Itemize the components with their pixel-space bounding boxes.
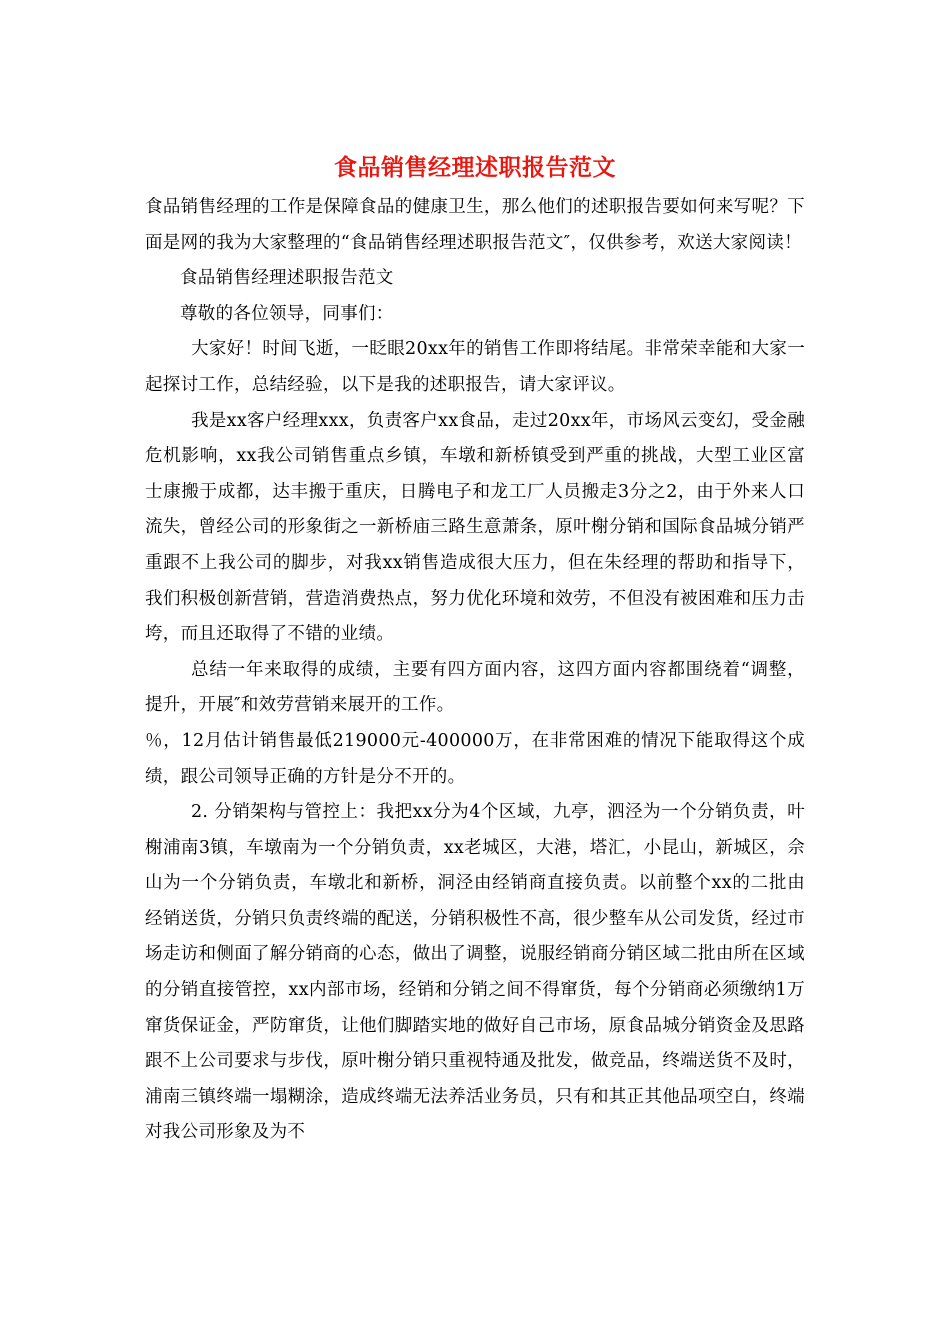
salutation: 尊敬的各位领导，同事们： [180,303,394,324]
summary-paragraph: 总结一年来取得的成绩，主要有四方面内容，这四方面内容都围绕着“调整，提升，开展″和效劳营销来展开的工作。 [145,659,805,716]
document-title: 食品销售经理述职报告范文 [334,154,616,181]
report-heading: 食品销售经理述职报告范文 [180,268,394,289]
opening-paragraph: 大家好！时间飞逝，一眨眼20xx年的销售工作即将结尾。非常荣幸能和大家一起探讨工作，总结经验，以下是我的述职报告，请大家评议。 [145,339,805,395]
sales-paragraph: ％，12月估计销售最低219000元-400000万，在非常困难的情况下能取得这个成绩，跟公司领导正确的方针是分不开的。 [145,730,805,787]
document-body [145,190,805,1151]
distribution-paragraph: 2. 分销架构与管控上：我把xx分为4个区域，九亭，泗泾为一个分销负责，叶榭浦南3镇，车墩南为一个分销负责，xx老城区，大港，塔汇，小昆山，新城区，佘山为一个分销负责，车墩北和新桥，洞泾由经销商直接负责。以前整个xx的二批由经销送货，分销只负责终端的配送，分销积极性不高，很少整车从公司发货，经过市场走访和侧面了解分销商的心态，做出了调整，说服经销商分销区域二批由所在区域的分销直接管控，xx内部市场，经销和分销之间不得窜货，每个分销商必须缴纳1万窜货保证金，严防窜货，让他们脚踏实地的做好自己市场，原食品城分销资金及思路跟不上公司要求与步伐，原叶榭分销只重视特通及批发，做竞品，终端送货不及时，浦南三镇终端一塌糊涂，造成终端无法养活业务员，只有和其正其他品项空白，终端对我公司形象及为不 [145,802,805,1143]
background-paragraph: 我是xx客户经理xxx，负责客户xx食品，走过20xx年，市场风云变幻，受金融危机影响，xx我公司销售重点乡镇，车墩和新桥镇受到严重的挑战，大型工业区富士康搬于成都，达丰搬于重庆，日腾电子和龙工厂人员搬走3分之2，由于外来人口流失，曾经公司的形象街之一新桥庙三路生意萧条，原叶榭分销和国际食品城分销严重跟不上我公司的脚步，对我xx销售造成很大压力，但在朱经理的帮助和指导下，我们积极创新营销，营造消费热点，努力优化环境和效劳，不但没有被困难和压力击垮，而且还取得了不错的业绩。 [145,410,805,645]
intro-paragraph: 食品销售经理的工作是保障食品的健康卫生，那么他们的述职报告要如何来写呢？下面是网的我为大家整理的“食品销售经理述职报告范文″，仅供参考，欢送大家阅读！ [145,197,805,253]
